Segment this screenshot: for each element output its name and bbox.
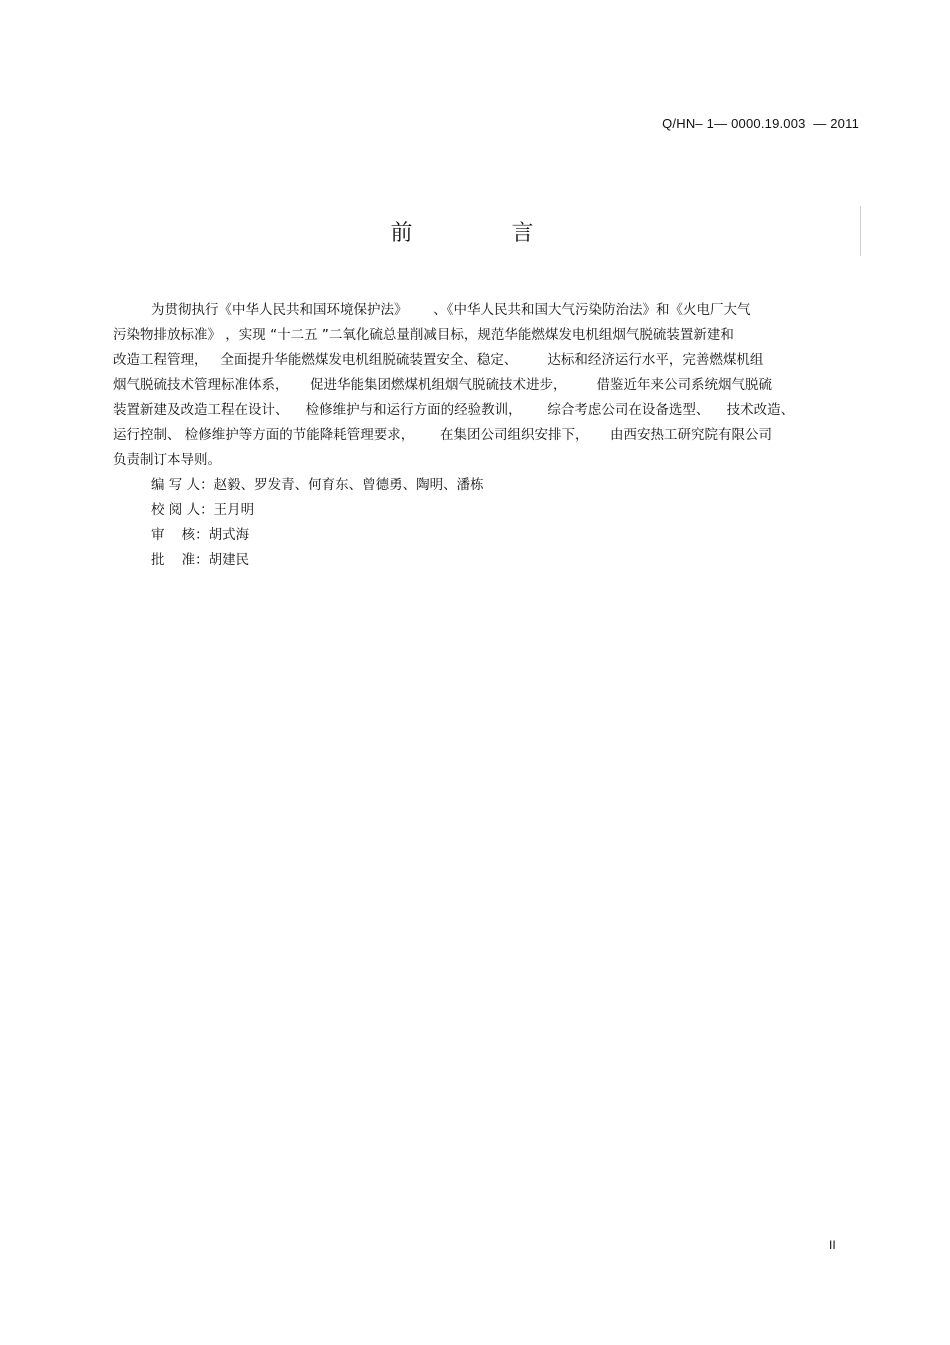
page-title: 前 言	[390, 221, 580, 246]
document-code: Q/HN– 1— 0000.19.003 — 2011	[662, 116, 859, 131]
paragraph-line: 运行控制、 检修维护等方面的节能降耗管理要求， 在集团公司组织安排下， 由西安热工研究院有限公司	[113, 427, 772, 443]
credit-value: 赵毅、罗发青、何育东、曾德勇、陶明、潘栋	[213, 477, 484, 493]
credit-approver	[113, 548, 873, 573]
paragraph-line: 装置新建及改造工程在设计、 检修维护与和运行方面的经验教训， 综合考虑公司在设备选型、 技术改造、	[113, 402, 795, 418]
credit-value: 王月明	[213, 502, 255, 518]
preface-body	[113, 298, 873, 573]
credit-value: 胡建民	[208, 552, 250, 568]
paragraph-line: 负责制订本导则。	[113, 452, 221, 468]
credit-label: 编 写 人：	[151, 477, 214, 493]
paragraph-line: 污染物排放标准》 ，实现 “十二五 ”二氧化硫总量削减目标，规范华能燃煤发电机组烟气脱硫装置新建和	[113, 327, 734, 343]
credit-label: 批 准：	[151, 552, 209, 568]
credit-writers	[113, 473, 873, 498]
credit-value: 胡式海	[208, 527, 250, 543]
credit-label: 校 阅 人：	[151, 502, 214, 518]
credit-reviewer	[113, 523, 873, 548]
page-number: II	[829, 1238, 836, 1252]
credit-label: 审 核：	[151, 527, 209, 543]
paragraph-line: 为贯彻执行《中华人民共和国环境保护法》 、《中华人民共和国大气污染防治法》和《火电厂大气	[151, 302, 751, 318]
credit-proofreader	[113, 498, 873, 523]
paragraph-line: 烟气脱硫技术管理标准体系， 促进华能集团燃煤机组烟气脱硫技术进步， 借鉴近年来公司系统烟气脱硫	[113, 377, 772, 393]
paragraph-line: 改造工程管理， 全面提升华能燃煤发电机组脱硫装置安全、稳定、 达标和经济运行水平，完善燃煤机组	[113, 352, 764, 368]
